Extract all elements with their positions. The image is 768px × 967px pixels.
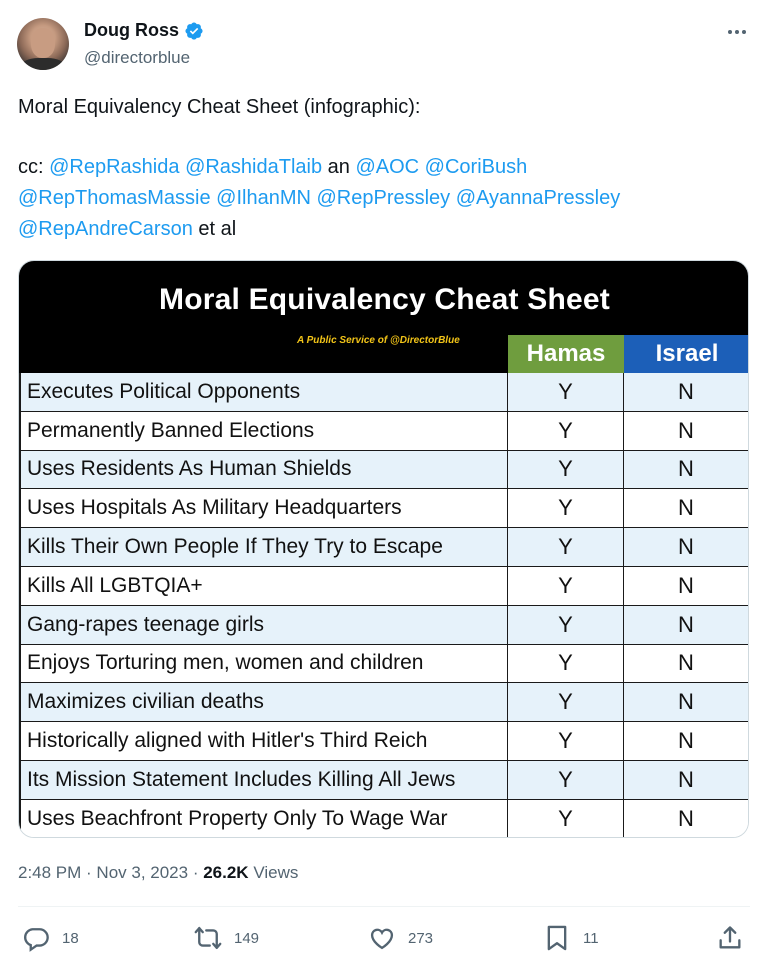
row-question: Executes Political Opponents	[19, 373, 508, 411]
row-hamas-value: Y	[508, 373, 624, 411]
divider	[18, 906, 750, 907]
mention-link[interactable]: @CoriBush	[424, 156, 528, 178]
row-hamas-value: Y	[508, 761, 624, 799]
table-row	[19, 528, 749, 567]
table-row	[19, 373, 749, 412]
row-question: Historically aligned with Hitler's Third Reich	[19, 722, 508, 760]
heart-icon	[368, 924, 396, 952]
tweet-meta	[18, 863, 298, 883]
table-row	[19, 722, 749, 761]
mention-link[interactable]: @RashidaTlaib	[185, 156, 323, 178]
row-question: Uses Beachfront Property Only To Wage War	[19, 800, 508, 838]
row-israel-value: N	[624, 567, 749, 605]
table-row	[19, 800, 749, 838]
row-israel-value: N	[624, 412, 749, 450]
avatar[interactable]	[17, 18, 69, 70]
bookmark-icon	[543, 924, 571, 952]
row-israel-value: N	[624, 722, 749, 760]
row-hamas-value: Y	[508, 722, 624, 760]
row-israel-value: N	[624, 451, 749, 489]
meta-separator: ·	[81, 863, 97, 882]
word-an: an	[322, 156, 356, 178]
row-israel-value: N	[624, 683, 749, 721]
row-hamas-value: Y	[508, 451, 624, 489]
mention-link[interactable]: @RepAndreCarson	[18, 218, 193, 240]
table-row	[19, 606, 749, 645]
row-israel-value: N	[624, 800, 749, 838]
author-handle[interactable]: @directorblue	[84, 48, 191, 67]
mention-link[interactable]: @RepThomasMassie	[18, 187, 211, 209]
row-question: Gang-rapes teenage girls	[19, 606, 508, 644]
row-hamas-value: Y	[508, 489, 624, 527]
table-row	[19, 761, 749, 800]
mention-link[interactable]: @IlhanMN	[216, 187, 311, 209]
row-israel-value: N	[624, 761, 749, 799]
reply-icon	[22, 924, 50, 952]
row-hamas-value: Y	[508, 412, 624, 450]
verified-badge-icon	[184, 21, 204, 41]
views-label: Views	[248, 863, 299, 882]
infographic-table	[19, 373, 749, 838]
table-row	[19, 567, 749, 606]
reply-button[interactable]	[22, 924, 79, 952]
repost-icon	[194, 924, 222, 952]
repost-button[interactable]	[194, 924, 259, 952]
row-hamas-value: Y	[508, 645, 624, 683]
row-israel-value: N	[624, 489, 749, 527]
avatar-face	[31, 28, 55, 58]
row-question: Kills Their Own People If They Try to Escape	[19, 528, 508, 566]
row-hamas-value: Y	[508, 800, 624, 838]
author-display-name[interactable]: Doug Ross	[84, 20, 180, 40]
cc-prefix: cc:	[18, 156, 50, 178]
more-icon[interactable]	[722, 22, 752, 42]
mention-link[interactable]: @AyannaPressley	[455, 187, 621, 209]
bookmark-count: 11	[583, 929, 599, 947]
tweet-image[interactable]	[18, 260, 749, 838]
table-row	[19, 451, 749, 490]
tweet-date[interactable]: Nov 3, 2023	[96, 863, 189, 882]
bookmark-button[interactable]	[543, 924, 599, 952]
tweet-text-cc	[18, 152, 753, 245]
tweet-time[interactable]: 2:48 PM	[18, 863, 82, 882]
like-button[interactable]	[368, 924, 433, 952]
avatar-shirt	[21, 58, 65, 70]
row-question: Enjoys Torturing men, women and children	[19, 645, 508, 683]
row-hamas-value: Y	[508, 528, 624, 566]
tweet-text-line1: Moral Equivalency Cheat Sheet (infographic):	[18, 96, 421, 118]
row-hamas-value: Y	[508, 567, 624, 605]
row-question: Permanently Banned Elections	[19, 412, 508, 450]
row-hamas-value: Y	[508, 606, 624, 644]
author-name-row	[84, 20, 204, 41]
row-israel-value: N	[624, 606, 749, 644]
word-et-al: et al	[192, 218, 237, 240]
row-israel-value: N	[624, 645, 749, 683]
views-count: 26.2K	[203, 863, 249, 882]
mention-link[interactable]: @RepPressley	[316, 187, 451, 209]
share-icon	[716, 924, 744, 952]
row-question: Kills All LGBTQIA+	[19, 567, 508, 605]
meta-separator: ·	[188, 863, 204, 882]
row-question: Maximizes civilian deaths	[19, 683, 508, 721]
column-header-israel: Israel	[624, 335, 749, 373]
row-question: Uses Residents As Human Shields	[19, 451, 508, 489]
row-israel-value: N	[624, 373, 749, 411]
row-question: Its Mission Statement Includes Killing All Jews	[19, 761, 508, 799]
action-bar	[0, 918, 768, 962]
share-button[interactable]	[716, 924, 744, 952]
like-count: 273	[408, 929, 434, 947]
infographic-subtitle: A Public Service of @DirectorBlue	[297, 335, 460, 346]
table-row	[19, 645, 749, 684]
column-header-hamas: Hamas	[508, 335, 624, 373]
table-row	[19, 683, 749, 722]
row-hamas-value: Y	[508, 683, 624, 721]
mention-link[interactable]: @RepRashida	[49, 156, 180, 178]
table-row	[19, 489, 749, 528]
infographic-header	[19, 261, 749, 373]
table-row	[19, 412, 749, 451]
infographic-title: Moral Equivalency Cheat Sheet	[159, 283, 610, 316]
row-israel-value: N	[624, 528, 749, 566]
reply-count: 18	[62, 929, 79, 947]
repost-count: 149	[234, 929, 260, 947]
mention-link[interactable]: @AOC	[355, 156, 420, 178]
row-question: Uses Hospitals As Military Headquarters	[19, 489, 508, 527]
